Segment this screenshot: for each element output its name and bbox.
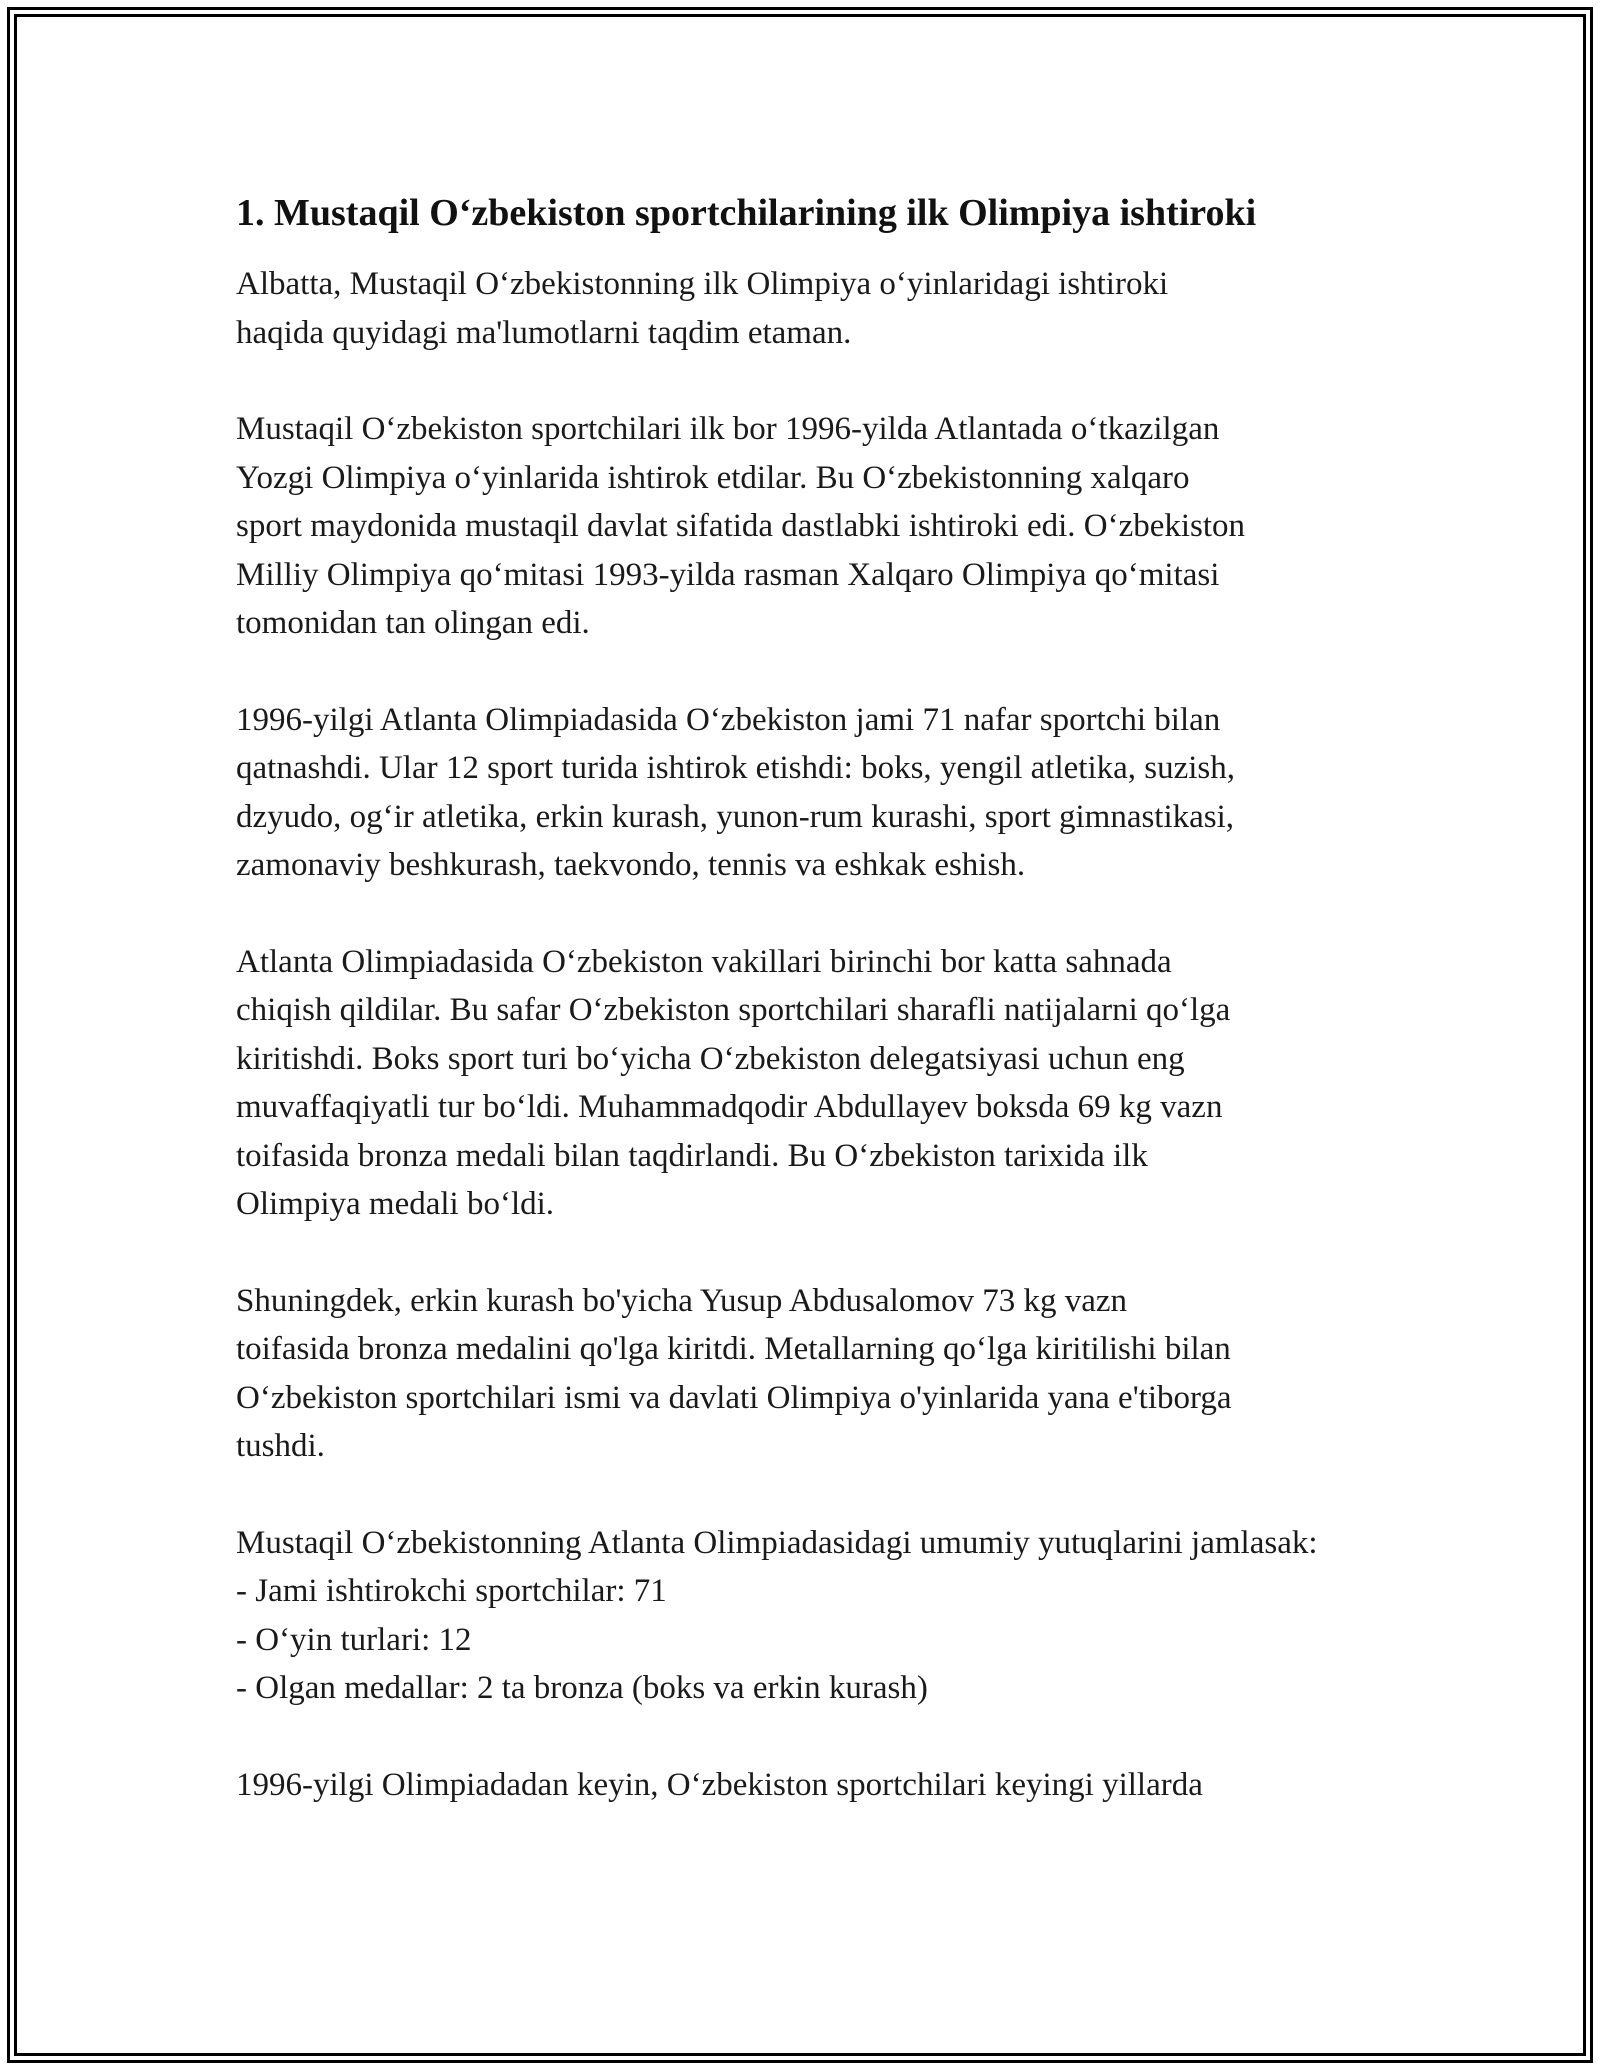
paragraph-delegation: 1996-yilgi Atlanta Olimpiadasida O‘zbekiston jami 71 nafar sportchi bilan qatnashdi. Ular 12 sport turida ishtirok etishdi: boks, yengil atletika, suzish, dzyudo, og‘ir atletika, erkin kurash, yunon-rum kurashi, sport gimnastikasi, zamonaviy beshkurash, taekvondo, tennis va eshkak eshish. (236, 701, 1236, 883)
summary-list (236, 1567, 1386, 1713)
document-body (236, 190, 1386, 1857)
paragraph-wrestling-medal: Shuningdek, erkin kurash bo'yicha Yusup Abdusalomov 73 kg vazn toifasida bronza medalini qo'lga kiritdi. Metallarning qo‘lga kiritilishi bilan O‘zbekiston sportchilari ismi va davlati Olimpiya o'yinlarida yana e'tiborga tushdi. (236, 1282, 1232, 1464)
paragraph-boxing-medal: Atlanta Olimpiadasida O‘zbekiston vakillari birinchi bor katta sahnada chiqish qildilar. Bu safar O‘zbekiston sportchilari sharafli natijalarni qo‘lga kiritishdi. Boks sport turi bo‘yicha O‘zbekiston delegatsiyasi uchun eng muvaffaqiyatli tur bo‘ldi. Muhammadqodir Abdullayev boksda 69 kg vazn toifasida bronza medali bilan taqdirlandi. Bu O‘zbekiston tarixida ilk Olimpiya medali bo‘ldi. (236, 943, 1231, 1222)
paragraph-closing: 1996-yilgi Olimpiadadan keyin, O‘zbekiston sportchilari keyingi yillarda (236, 1766, 1203, 1803)
document-title: 1. Mustaqil O‘zbekiston sportchilarining ilk Olimpiya ishtiroki (236, 192, 1257, 234)
summary-item-athletes: - Jami ishtirokchi sportchilar: 71 (236, 1573, 667, 1609)
summary-item-medals: - Olgan medallar: 2 ta bronza (boks va erkin kurash) (236, 1670, 928, 1706)
summary-intro: Mustaqil O‘zbekistonning Atlanta Olimpiadasidagi umumiy yutuqlarini jamlasak: (236, 1524, 1318, 1561)
paragraph-intro: Albatta, Mustaqil O‘zbekistonning ilk Olimpiya o‘yinlaridagi ishtiroki haqida quyidagi ma'lumotlarni taqdim etaman. (236, 266, 1169, 351)
paragraph-first-participation: Mustaqil O‘zbekiston sportchilari ilk bor 1996-yilda Atlantada o‘tkazilgan Yozgi Olimpiya o‘yinlarida ishtirok etdilar. Bu O‘zbekistonning xalqaro sport maydonida mustaqil davlat sifatida dastlabki ishtiroki edi. O‘zbekiston Milliy Olimpiya qo‘mitasi 1993-yilda rasman Xalqaro Olimpiya qo‘mitasi tomonidan tan olingan edi. (236, 411, 1246, 641)
summary-item-sports: - O‘yin turlari: 12 (236, 1621, 472, 1658)
